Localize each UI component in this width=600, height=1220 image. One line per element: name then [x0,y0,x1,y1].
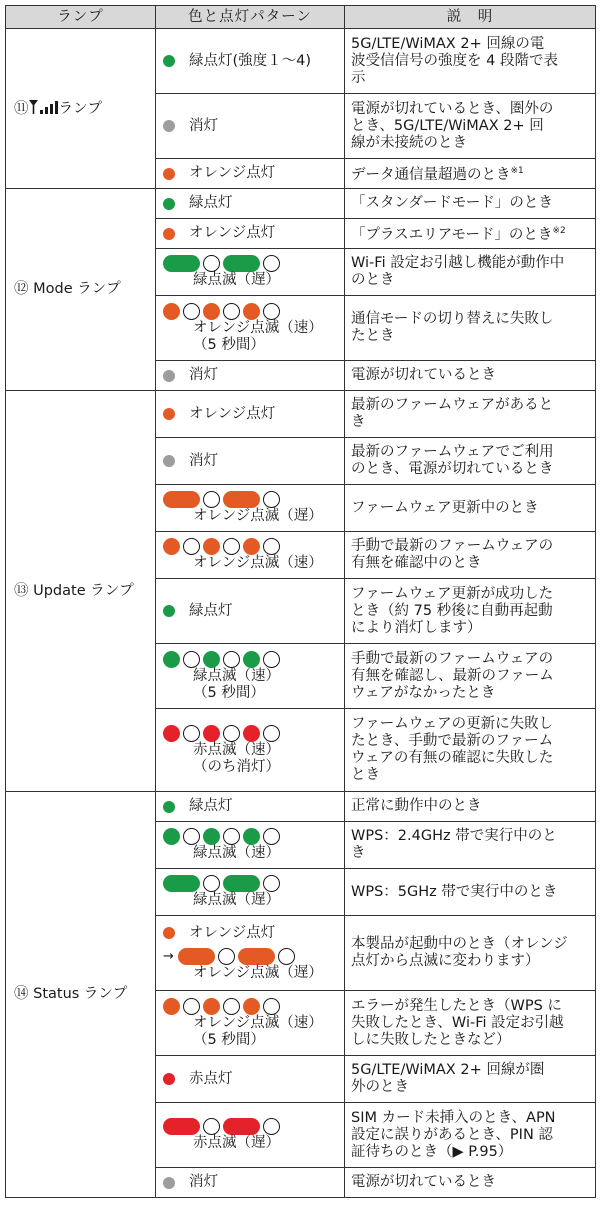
blink-sequence-icon [163,948,340,965]
pattern-cell [156,991,345,1056]
description-cell [345,644,596,709]
description-line: 正常に動作中のとき [351,798,482,814]
description-cell [345,1168,596,1198]
header-pattern: 色と点灯パターン [156,6,345,29]
pattern-cell [156,159,345,189]
green-dot-icon [163,198,175,210]
description-line: SIM カード未挿入のとき、APN [351,1109,556,1126]
signal-bars-icon [40,100,58,114]
description-line: 有無を確認し、最新のファーム [351,667,554,684]
antenna-icon [29,100,38,114]
pattern-label: （5 秒間） [193,336,265,353]
footnote-mark: ※1 [510,166,524,177]
description-line: 5G/LTE/WiMAX 2+ 回線の電 [351,35,545,52]
description-cell [345,29,596,94]
pattern-cell [156,532,345,579]
blink-sequence-icon [163,651,340,668]
pattern-cell [156,29,345,94]
pattern-label: 赤点滅（速） [193,741,280,758]
pattern-label: オレンジ点滅（遅） [193,508,323,524]
description-line: 手動で最新のファームウェアの [351,650,554,667]
description-line: 5G/LTE/WiMAX 2+ 回線が圏 [351,1062,545,1078]
blink-sequence-icon [163,725,340,742]
pattern-label: 消灯 [189,367,218,383]
description-line: 通信モードの切り替えに失敗し [351,311,554,327]
description-line: ウェアの有無の確認に失敗した [351,750,554,766]
description-line: ファームウェア更新中のとき [351,499,539,516]
pattern-cell [156,1103,345,1168]
pattern-label: 緑点滅（速） [193,845,280,861]
lamp-signal [6,29,156,189]
pattern-cell [156,94,345,159]
pattern-label: オレンジ点滅（速） [193,1014,323,1031]
description-line: き [351,414,366,430]
description-line: 手動で最新のファームウェアの [351,538,554,554]
description-line: WPS：2.4GHz 帯で実行中のと [351,828,557,844]
pattern-label: 消灯 [189,452,218,469]
description-line: のとき [351,272,395,288]
green-dot-icon [163,801,175,813]
description-line: 有無を確認中のとき [351,555,482,571]
lamp-mode [6,189,156,391]
description-cell [345,869,596,916]
pattern-cell [156,579,345,644]
pattern-label: 緑点灯(強度１～4) [189,52,312,69]
pattern-cell [156,1168,345,1198]
lamp-number: ⑪ [14,100,29,117]
lamp-number: ⑫ [14,281,29,297]
lamp-name: Mode ランプ [28,281,121,297]
pattern-label: 緑点滅（遅） [193,272,280,288]
description-line: ファームウェアの更新に失敗し [351,716,554,732]
pattern-label: オレンジ点灯 [189,165,276,181]
pattern-label: オレンジ点灯 [189,924,276,941]
description-line: 点灯から点滅に変わります） [351,953,540,969]
description-cell [345,296,596,361]
blink-sequence-icon [163,538,340,555]
description-cell [345,438,596,485]
description-cell [345,485,596,532]
table-row [6,29,596,94]
pattern-label: 消灯 [189,1174,218,1190]
description-cell [345,1103,596,1168]
lamp-status [6,792,156,1198]
description-line: 失敗したとき、Wi-Fi 設定お引越 [351,1014,564,1031]
red-dot-icon [163,1073,175,1085]
lamp-status-table [5,5,596,1198]
pattern-cell [156,869,345,916]
description-line: 線が未接続のとき [351,134,467,151]
pattern-cell [156,296,345,361]
description-line: WPS：5GHz 帯で実行中のとき [351,883,558,900]
description-line: エラーが発生したとき（WPS に [351,997,562,1014]
arrow-icon: → [163,949,174,964]
orange-dot-icon [163,228,175,240]
description-line: とき [351,767,380,783]
description-line: データ通信量超過のとき [351,166,511,183]
pattern-label: 消灯 [189,117,218,134]
pattern-label: オレンジ点滅（速） [193,555,323,571]
blink-sequence-icon [163,828,340,845]
description-cell [345,991,596,1056]
lamp-number: ⑭ [14,986,29,1002]
description-line: たとき、手動で最新のファーム [351,733,554,749]
pattern-label: （5 秒間） [193,1031,265,1048]
footnote-mark: ※2 [552,226,566,237]
pattern-cell [156,189,345,219]
pattern-label: （のち消灯） [193,758,280,775]
blink-sequence-icon [163,875,340,892]
header-description: 説 明 [345,6,596,29]
pattern-label: オレンジ点滅（速） [193,319,323,336]
gray-dot-icon [163,120,175,132]
description-cell [345,792,596,822]
description-cell [345,159,596,189]
pattern-label: 緑点灯 [189,195,233,211]
blink-sequence-icon [163,255,340,272]
description-line: 設定に誤りがあるとき、PIN 認 [351,1126,553,1143]
description-cell [345,532,596,579]
description-line: Wi-Fi 設定お引越し機能が動作中 [351,255,565,271]
description-line: き [351,845,366,861]
pattern-cell [156,361,345,391]
pattern-cell [156,219,345,249]
pattern-label: 緑点灯 [189,602,233,619]
description-line: により消灯します） [351,619,482,636]
description-line: のとき、電源が切れているとき [351,461,554,477]
blink-sequence-icon [163,998,340,1015]
description-cell [345,361,596,391]
pattern-cell [156,644,345,709]
pattern-label: オレンジ点灯 [189,405,276,422]
description-cell [345,579,596,644]
description-line: 「スタンダードモード」のとき [351,195,553,211]
lamp-name: Status ランプ [28,986,128,1002]
gray-dot-icon [163,455,175,467]
table-header-row [6,6,596,29]
green-dot-icon [163,605,175,617]
description-line: 「プラスエリアモード」のとき [351,226,553,243]
pattern-cell [156,822,345,869]
table-row [6,792,596,822]
description-cell [345,94,596,159]
pattern-label: 赤点滅（遅） [193,1135,280,1151]
description-line: 電源が切れているとき、圏外の [351,100,554,117]
orange-dot-icon [163,927,175,939]
description-line: 波受信信号の強度を 4 段階で表 [351,52,558,69]
lamp-number: ⑬ [14,582,29,599]
blink-sequence-icon [163,491,340,508]
description-cell [345,189,596,219]
description-cell [345,1056,596,1103]
description-line: 電源が切れているとき [351,367,496,383]
pattern-label: オレンジ点滅（遅） [193,965,323,981]
description-line: ファームウェア更新が成功した [351,585,554,602]
pattern-cell [156,391,345,438]
description-line: ウェアがなかったとき [351,684,496,701]
table-row [6,189,596,219]
description-line: 示 [351,69,366,86]
description-cell [345,709,596,792]
description-cell [345,219,596,249]
pattern-cell [156,249,345,296]
description-cell [345,391,596,438]
pattern-cell [156,438,345,485]
description-cell [345,822,596,869]
description-line: 電源が切れているとき [351,1174,496,1190]
gray-dot-icon [163,370,175,382]
orange-dot-icon [163,408,175,420]
pattern-label: 赤点灯 [189,1070,233,1087]
description-line: 外のとき [351,1079,409,1095]
blink-sequence-icon [163,303,340,320]
green-dot-icon [163,55,175,67]
description-line: とき、5G/LTE/WiMAX 2+ 回 [351,117,544,134]
description-line: 最新のファームウェアでご利用 [351,444,554,460]
gray-dot-icon [163,1177,175,1189]
header-lamp: ランプ [6,6,156,29]
description-line: 本製品が起動中のとき（オレンジ [351,936,568,952]
pattern-label: 緑点滅（遅） [193,892,280,908]
lamp-update [6,391,156,792]
pattern-cell [156,916,345,991]
description-line: 証待ちのとき（▶ P.95） [351,1143,513,1160]
pattern-cell [156,1056,345,1103]
description-line: しに失敗したときなど） [351,1031,511,1048]
pattern-label: 緑点灯 [189,798,233,814]
orange-dot-icon [163,168,175,180]
description-cell [345,249,596,296]
pattern-label: 緑点滅（速） [193,667,280,684]
pattern-cell [156,792,345,822]
lamp-name: Update ランプ [28,582,134,599]
description-cell [345,916,596,991]
pattern-label: オレンジ点灯 [189,225,276,241]
lamp-name: ランプ [58,100,102,117]
description-line: 最新のファームウェアがあると [351,397,554,413]
description-line: とき（約 75 秒後に自動再起動 [351,602,553,619]
pattern-label: （5 秒間） [193,684,265,701]
description-line: たとき [351,328,395,344]
table-row [6,391,596,438]
pattern-cell [156,485,345,532]
blink-sequence-icon [163,1118,340,1135]
pattern-cell [156,709,345,792]
